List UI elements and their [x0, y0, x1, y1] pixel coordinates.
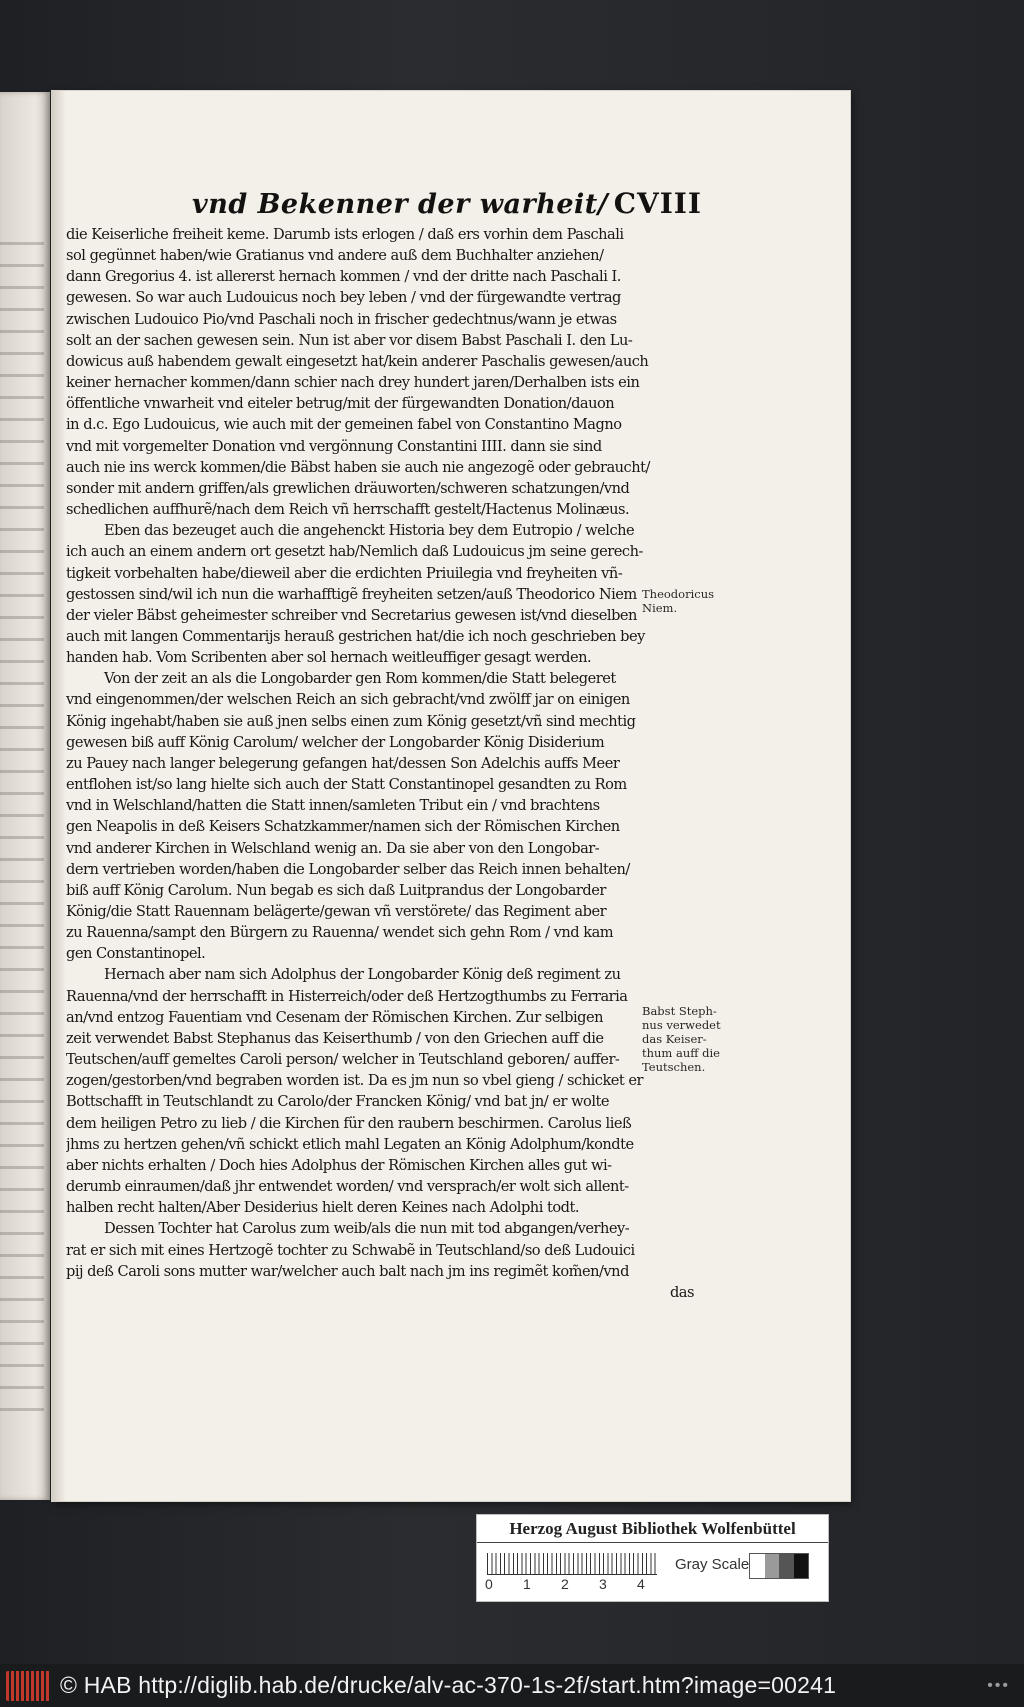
ruler-number: 0	[485, 1576, 493, 1592]
text-line: Hernach aber nam sich Adolphus der Longobarder König deß regiment zu	[104, 966, 621, 984]
book-page	[52, 91, 850, 1501]
running-title: vnd Bekenner der warheit/	[192, 189, 609, 220]
text-line: der vieler Bäbst geheimester schreiber vnd Secretarius gewesen ist/vnd dieselben	[66, 606, 637, 624]
text-line: zu Rauenna/sampt den Bürgern zu Rauenna/ wendet sich gehn Rom / vnd kam	[66, 924, 614, 942]
ruler-number: 4	[637, 1576, 645, 1592]
text-line: dowicus auß habendem gewalt eingesetzt hat/kein anderer Paschalis gewesen/auch	[66, 352, 649, 370]
card-divider	[477, 1542, 828, 1543]
text-line: sonder mit andern griffen/als grewlichen dräuworten/schweren schatzungen/vnd	[66, 479, 630, 497]
text-line: Eben das bezeuget auch die angehenckt Historia bey dem Eutropio / welche	[104, 522, 635, 540]
more-options-icon[interactable]: •••	[987, 1676, 1010, 1694]
gray-swatch	[779, 1554, 794, 1578]
permalink-text[interactable]: © HAB http://diglib.hab.de/drucke/alv-ac-370-1s-2f/start.htm?image=00241	[60, 1672, 837, 1698]
text-line: sol gegünnet haben/wie Gratianus vnd andere auß dem Buchhalter anziehen/	[66, 247, 604, 265]
text-line: vnd anderer Kirchen in Welschland wenig an. Da sie aber von den Longobar-	[66, 839, 600, 857]
text-line: dann Gregorius 4. ist allererst hernach kommen / vnd der dritte nach Paschali I.	[66, 268, 621, 286]
text-line: dem heiligen Petro zu lieb / die Kirchen für den raubern beschirmen. Carolus ließ	[66, 1114, 632, 1132]
text-line: zeit verwendet Babst Stephanus das Keiserthumb / von den Griechen auff die	[66, 1029, 604, 1047]
text-line: derumb einraumen/daß jhr entwendet worden/ vnd versprach/er wolt sich allent-	[66, 1178, 629, 1196]
text-line: keiner hernacher kommen/dann schier nach drey hundert jaren/Derhalben ists ein	[66, 374, 640, 392]
library-name: Herzog August Bibliothek Wolfenbüttel	[509, 1519, 796, 1538]
scale-ruler	[487, 1553, 657, 1575]
text-line: öffentliche vnwarheit vnd eiteler betrug/mit der fürgewandten Donation/dauon	[66, 395, 615, 413]
text-line: tigkeit vorbehalten habe/dieweil aber die erdichten Priuilegia vnd freyheiten vñ-	[66, 564, 623, 582]
text-line: Dessen Tochter hat Carolus zum weib/als die nun mit tod abgangen/verhey-	[104, 1220, 630, 1238]
gray-swatch	[765, 1554, 780, 1578]
gray-swatch	[794, 1554, 809, 1578]
text-line: pij deß Caroli sons mutter war/welcher auch balt nach jm ins regimẽt kom̃en/vnd	[66, 1262, 629, 1280]
ruler-number: 2	[561, 1576, 569, 1592]
text-line: gestossen sind/wil ich nun die warhafftigẽ freyheiten setzen/auß Theodorico Niem	[66, 585, 637, 603]
marginal-note-theodoricus: Theodoricus Niem.	[642, 587, 715, 615]
ruler-number: 3	[599, 1576, 607, 1592]
text-line: vnd in Welschland/hatten die Statt innen/samleten Tribut ein / vnd brachtens	[66, 797, 600, 815]
text-line: vnd mit vorgemelter Donation vnd vergönnung Constantini IIII. dann sie sind	[66, 437, 602, 455]
text-line: Bottschafft in Teutschlandt zu Carolo/der Francken König/ vnd bat jn/ er wolte	[66, 1093, 610, 1111]
text-line: König/die Statt Rauennam belägerte/gewan vñ verstörete/ das Regiment aber	[66, 903, 607, 920]
text-line: dern vertrieben worden/haben die Longobarder selber das Reich innen behalten/	[66, 860, 630, 878]
text-line: an/vnd entzog Fauentiam vnd Cesenam der Römischen Kirchen. Zur selbigen	[66, 1008, 603, 1026]
text-line: zogen/gestorben/vnd begraben worden ist. Da es jm nun so vbel gieng / schicket er	[66, 1072, 644, 1090]
gray-scale-swatches	[749, 1553, 809, 1579]
marginal-note-stephanus: Babst Steph- nus verwedet das Keiser- thum auff die Teutschen.	[642, 1004, 721, 1074]
running-header	[192, 187, 702, 220]
text-line: in d.c. Ego Ludouicus, wie auch mit der gemeinen fabel von Constantino Magno	[66, 416, 622, 434]
text-line: gen Neapolis in deß Keisers Schatzkammer/namen sich der Römischen Kirchen	[66, 818, 620, 836]
text-line: aber nichts erhalten / Doch hies Adolphus der Römischen Kirchen alles gut wi-	[66, 1156, 612, 1174]
ruler-numbers	[485, 1576, 675, 1592]
color-calibration-card	[476, 1514, 829, 1602]
text-line: gewesen biß auff König Carolum/ welcher der Longobarder König Disiderium	[66, 733, 605, 751]
text-line: gewesen. So war auch Ludouicus noch bey leben / vnd der fürgewandte vertrag	[66, 289, 621, 307]
text-line: entflohen ist/so lang hielte sich auch der Statt Constantinopel gesandten zu Rom	[66, 776, 627, 794]
text-line: zu Pauey nach langer belegerung gefangen hat/dessen Son Adelchis auffs Meer	[66, 754, 620, 772]
text-line: rat er sich mit eines Hertzogẽ tochter zu Schwabẽ in Teutschland/so deß Ludouici	[66, 1241, 635, 1259]
text-line: solt an der sachen gewesen sein. Nun ist aber vor disem Babst Paschali I. den Lu-	[66, 331, 633, 349]
catchword: das	[669, 1283, 694, 1301]
text-line: halben recht halten/Aber Desiderius hielt deren Keines nach Adolphi todt.	[66, 1199, 580, 1217]
viewer-footer	[0, 1664, 1024, 1707]
text-line: biß auff König Carolum. Nun begab es sich daß Luitprandus der Longobarder	[66, 881, 606, 899]
body-text	[66, 224, 698, 1303]
previous-page-edge	[0, 92, 50, 1500]
ruler-number: 1	[523, 1576, 531, 1592]
text-line: handen hab. Vom Scribenten aber sol hernach weitleuffiger gesagt werden.	[66, 649, 592, 667]
text-line: König ingehabt/haben sie auß jnen selbs einen zum König gesetzt/vñ sind mechtig	[66, 712, 636, 730]
text-line: gen Constantinopel.	[66, 945, 206, 963]
text-line: schedlichen auffhurẽ/nach dem Reich vñ herrschafft gestelt/Hactenus Molinæus.	[66, 501, 630, 519]
folio-number: CVIII	[613, 187, 702, 220]
text-line: Rauenna/vnd der herrschafft in Histerreich/oder deß Hertzogthumbs zu Ferraria	[66, 987, 628, 1005]
gray-scale-label: Gray Scale	[675, 1556, 750, 1573]
text-line: vnd eingenommen/der welschen Reich an sich gebracht/vnd zwölff jar on einigen	[66, 691, 630, 709]
text-line: Teutschen/auff gemeltes Caroli person/ welcher in Teutschland geboren/ auffer-	[66, 1051, 620, 1069]
text-line: Von der zeit an als die Longobarder gen Rom kommen/die Statt belegeret	[104, 670, 616, 688]
text-line: zwischen Ludouico Pio/vnd Paschali noch in frischer gedechtnus/wann je etwas	[66, 310, 617, 328]
text-line: ich auch an einem andern ort gesetzt hab/Nemlich daß Ludouicus jm seine gerech-	[66, 543, 643, 561]
text-line: auch nie ins werck kommen/die Bäbst haben sie auch nie angezogẽ oder gebraucht/	[66, 458, 650, 476]
hab-logo-icon[interactable]	[6, 1671, 50, 1701]
text-line: jhms zu hertzen gehen/vñ schickt etlich mahl Legaten an König Adolphum/kondte	[66, 1135, 634, 1153]
text-line: auch mit langen Commentarijs herauß gestrichen hat/die ich noch geschrieben bey	[66, 627, 645, 645]
gray-swatch	[750, 1554, 765, 1578]
previous-page-text-bleed	[0, 232, 44, 1412]
text-line: die Keiserliche freiheit keme. Darumb ists erlogen / daß ers vorhin dem Paschali	[66, 226, 624, 243]
